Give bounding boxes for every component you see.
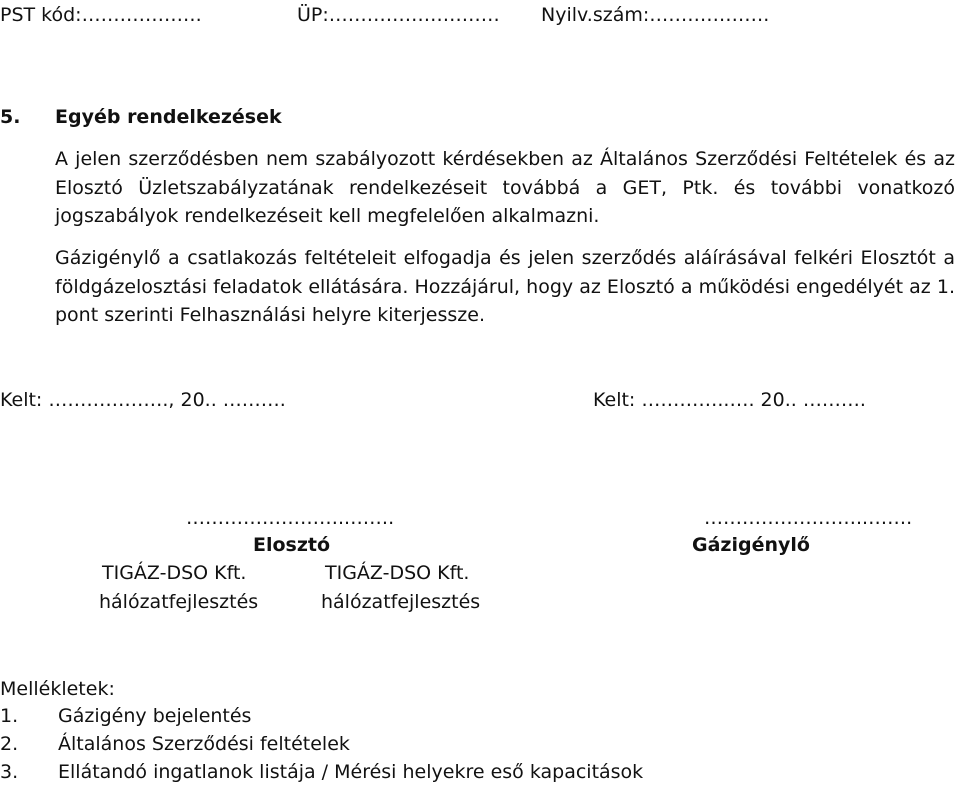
signature-title-distributor: Elosztó [253,534,331,556]
attachment-item: Gázigény bejelentés [58,705,252,727]
signature-title-applicant: Gázigénylő [692,534,810,556]
company-name-2: TIGÁZ-DSO Kft. [325,562,470,584]
department-2: hálózatfejlesztés [321,591,481,613]
attachment-number: 2. [0,733,19,755]
attachment-item: Ellátandó ingatlanok listája / Mérési helyekre eső kapacitások [58,761,644,783]
company-name-1: TIGÁZ-DSO Kft. [102,562,247,584]
signature-line-distributor: ……………………..……. [186,507,395,529]
paragraph-consent: Gázigénylő a csatlakozás feltételeit elfogadja és jelen szerződés aláírásával felkéri Elosztót a földgázelosztási feladatok ellátására. Hozzájárul, hogy az Elosztó a működési engedélyét az 1. pont szerinti Felhasználási helyre kiterjessze. [55,247,955,326]
date-left: Kelt: ………………., 20.. ………. [0,389,286,411]
department-1: hálózatfejlesztés [99,591,259,613]
section-title: Egyéb rendelkezések [55,106,282,128]
registration-number-field: Nyilv.szám:………………. [541,4,770,26]
date-right: Kelt: …………..…. 20.. ………. [593,389,866,411]
signature-line-applicant: ……………………..……. [704,507,913,529]
attachment-number: 1. [0,705,19,727]
attachment-item: Általános Szerződési feltételek [58,733,350,755]
attachment-number: 3. [0,761,19,783]
pst-code-field: PST kód:………………. [0,4,202,26]
section-number: 5. [0,106,21,128]
attachments-heading: Mellékletek: [0,678,115,700]
paragraph-general-provisions: A jelen szerződésben nem szabályozott kérdésekben az Általános Szerződési Feltételek és az Elosztó Üzletszabályzatának rendelkezéseit továbbá a GET, Ptk. és további vonatkozó jogszabályok rendelkezéseit kell megfelelően alkalmazni. [55,148,955,227]
up-field: ÜP:……………………… [297,4,500,26]
